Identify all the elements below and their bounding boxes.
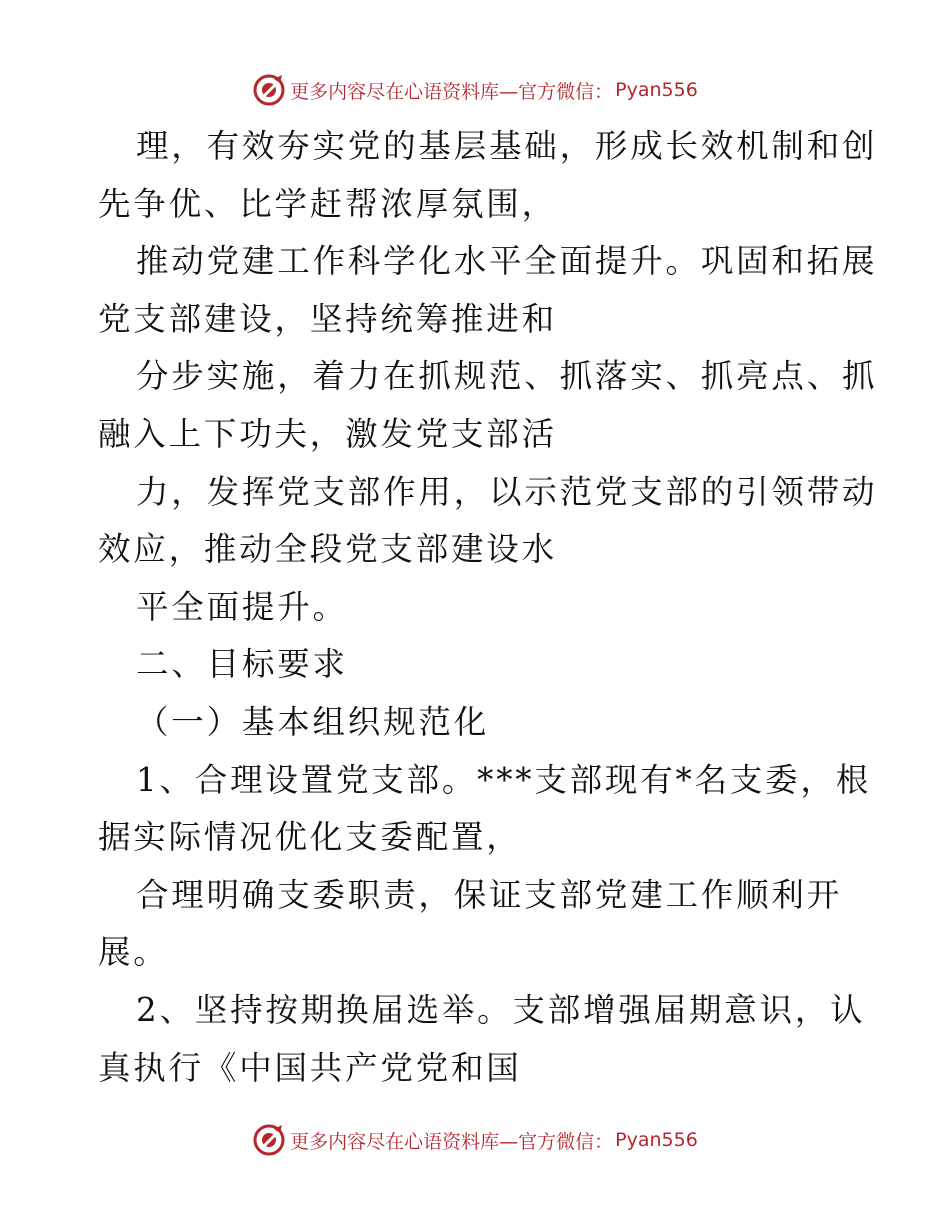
section-heading: 二、目标要求 <box>136 645 348 684</box>
body-line: 合理明确支委职责，保证支部党建工作顺利开 <box>136 875 843 914</box>
body-line: 党支部建设，坚持统筹推进和 <box>98 299 557 338</box>
pen-logo-icon <box>252 1123 286 1157</box>
watermark-text: 更多内容尽在心语资料库—官方微信： <box>290 1130 614 1153</box>
body-line: 展。 <box>98 933 169 972</box>
pen-logo-icon <box>252 73 286 107</box>
body-line: 力，发挥党支部作用，以示范党支部的引领带动 <box>136 472 878 511</box>
body-line: 先争优、比学赶帮浓厚氛围， <box>98 184 557 223</box>
body-line: 1、合理设置党支部。***支部现有*名支委，根 <box>136 760 872 799</box>
watermark-wechat-id: Pyan556 <box>615 79 698 101</box>
body-line: 据实际情况优化支委配置， <box>98 818 522 857</box>
body-line: 真执行《中国共产党党和国 <box>98 1048 522 1087</box>
subsection-heading: （一）基本组织规范化 <box>136 702 490 741</box>
body-line: 平全面提升。 <box>136 587 348 626</box>
watermark-header <box>0 70 950 110</box>
body-line: 效应，推动全段党支部建设水 <box>98 530 557 569</box>
document-body <box>98 118 878 1097</box>
body-line: 推动党建工作科学化水平全面提升。巩固和拓展 <box>136 242 878 281</box>
body-line: 融入上下功夫，激发党支部活 <box>98 414 557 453</box>
watermark-footer <box>0 1120 950 1160</box>
watermark-text: 更多内容尽在心语资料库—官方微信： <box>290 80 614 103</box>
body-line: 2、坚持按期换届选举。支部增强届期意识，认 <box>136 990 866 1029</box>
watermark-wechat-id: Pyan556 <box>615 1129 698 1151</box>
body-line: 理，有效夯实党的基层基础，形成长效机制和创 <box>136 127 878 165</box>
body-line: 分步实施，着力在抓规范、抓落实、抓亮点、抓 <box>136 357 878 396</box>
